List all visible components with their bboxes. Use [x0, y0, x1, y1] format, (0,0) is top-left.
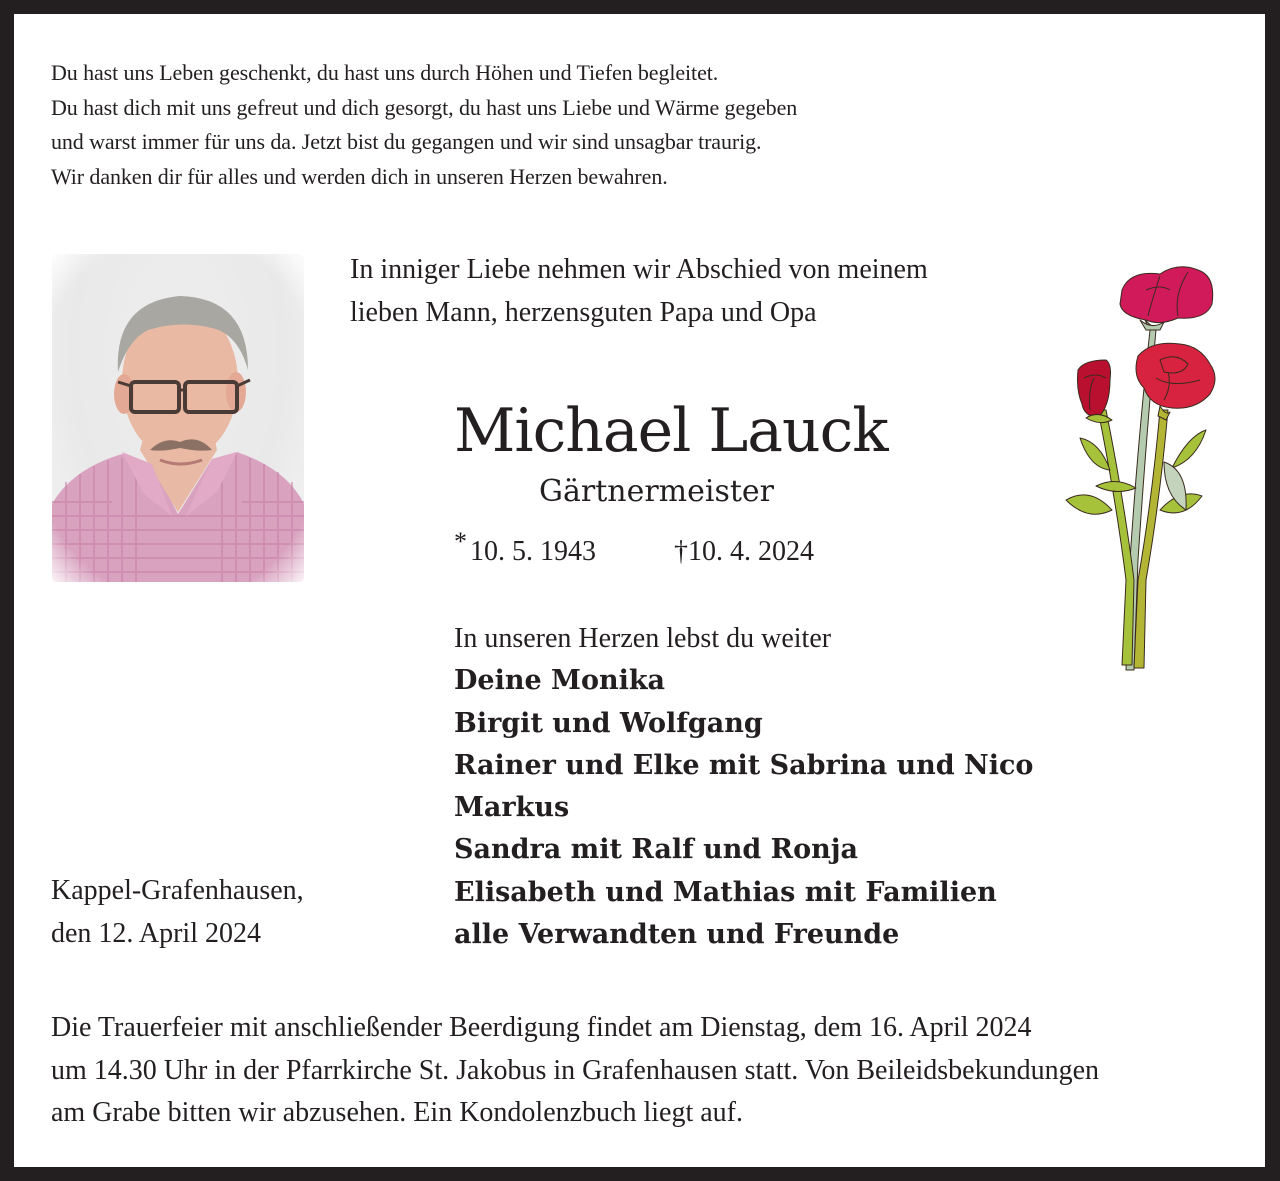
deceased-name: Michael Lauck: [454, 396, 888, 466]
mourners-list: [454, 618, 1033, 956]
date: den 12. April 2024: [51, 918, 261, 949]
poem-line: Du hast uns Leben geschenkt, du hast uns durch Höhen und Tiefen begleitet.: [51, 60, 719, 85]
death-date: 10. 4. 2024: [688, 536, 814, 567]
mourner-name: Elisabeth und Mathias mit Familien: [454, 876, 997, 908]
life-dates: [454, 522, 814, 572]
portrait-photo: [52, 254, 304, 582]
funeral-notice-line: um 14.30 Uhr in der Pfarrkirche St. Jakobus in Grafenhausen statt. Von Beileidsbekundungen: [51, 1054, 1100, 1086]
mourners-lead: In unseren Herzen lebst du weiter: [454, 623, 832, 654]
poem-line: Wir danken dir für alles und werden dich in unseren Herzen bewahren.: [51, 163, 668, 189]
obituary-notice: [14, 14, 1265, 1167]
place: Kappel-Grafenhausen,: [51, 875, 304, 906]
poem: [51, 56, 797, 194]
poem-line: Du hast dich mit uns gefreut und dich gesorgt, du hast uns Liebe und Wärme gegeben: [51, 94, 798, 120]
funeral-notice-line: Die Trauerfeier mit anschließender Beerdigung findet am Dienstag, dem 16. April 2024: [51, 1012, 1032, 1043]
birth-star-icon: *: [454, 527, 467, 556]
mourner-name: alle Verwandten und Freunde: [454, 919, 900, 951]
farewell-intro-line: lieben Mann, herzensguten Papa und Opa: [350, 297, 817, 328]
mourner-name: Deine Monika: [454, 665, 666, 697]
farewell-intro: [350, 248, 928, 334]
mourner-name: Birgit und Wolfgang: [454, 707, 763, 739]
death-cross-icon: †: [674, 536, 688, 567]
poem-line: und warst immer für uns da. Jetzt bist du gegangen und wir sind unsagbar traurig.: [51, 129, 762, 154]
mourner-name: Rainer und Elke mit Sabrina und Nico: [454, 749, 1034, 781]
funeral-notice: [51, 1007, 1099, 1135]
deceased-occupation: Gärtnermeister: [539, 474, 775, 509]
farewell-intro-line: In inniger Liebe nehmen wir Abschied von meinem: [350, 254, 928, 285]
portrait-image-icon: [52, 254, 304, 582]
roses-bouquet-icon: [1060, 260, 1260, 680]
funeral-notice-line: am Grabe bitten wir abzusehen. Ein Kondolenzbuch liegt auf.: [51, 1097, 743, 1128]
mourner-name: Markus: [454, 792, 570, 824]
mourner-name: Sandra mit Ralf und Ronja: [454, 834, 859, 866]
place-and-date: [51, 869, 304, 955]
birth-date: 10. 5. 1943: [470, 536, 596, 567]
